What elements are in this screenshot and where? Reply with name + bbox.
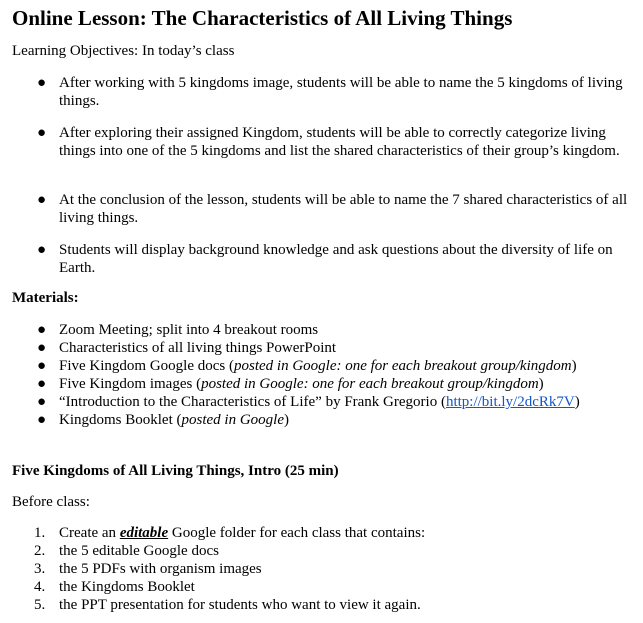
- objectives-label: Learning Objectives: In today’s class: [12, 43, 235, 59]
- materials-item-text: Five Kingdom images (: [59, 376, 202, 392]
- materials-item: [59, 393, 580, 411]
- bullet-icon: ●: [37, 340, 47, 356]
- bullet-icon: ●: [37, 358, 47, 374]
- before-class-label: Before class:: [12, 494, 90, 510]
- materials-item: [59, 357, 577, 375]
- step-item: the 5 PDFs with organism images: [59, 561, 262, 577]
- bullet-icon: ●: [37, 412, 47, 428]
- step-emphasis: editable: [119, 525, 169, 541]
- materials-item-text: ): [571, 358, 577, 374]
- materials-item: [59, 375, 544, 393]
- step-item: the 5 editable Google docs: [59, 543, 219, 559]
- step-text: Google folder for each class that contains:: [168, 525, 426, 541]
- step-number: 5.: [34, 597, 46, 613]
- step-text: Create an: [59, 525, 120, 541]
- step-number: 1.: [34, 525, 46, 541]
- materials-item-text: ): [574, 394, 580, 410]
- step-item: the Kingdoms Booklet: [59, 579, 195, 595]
- step-item: [59, 524, 425, 542]
- bullet-icon: ●: [37, 242, 47, 258]
- section-heading: Five Kingdoms of All Living Things, Intro (25 min): [12, 463, 339, 479]
- video-link[interactable]: http://bit.ly/2dcRk7V: [445, 394, 575, 410]
- page-title: Online Lesson: The Characteristics of All Living Things: [12, 6, 513, 30]
- materials-item-note: posted in Google: [181, 412, 284, 428]
- materials-item-text: ): [284, 412, 289, 428]
- step-number: 4.: [34, 579, 46, 595]
- step-number: 2.: [34, 543, 46, 559]
- bullet-icon: ●: [37, 125, 47, 141]
- bullet-icon: ●: [37, 394, 47, 410]
- materials-heading: Materials:: [12, 290, 79, 306]
- materials-item: Zoom Meeting; split into 4 breakout rooms: [59, 322, 319, 338]
- step-number: 3.: [34, 561, 46, 577]
- bullet-icon: ●: [37, 322, 47, 338]
- bullet-icon: ●: [37, 192, 47, 208]
- objective-item: After exploring their assigned Kingdom, students will be able to correctly categorize living things into one of the 5 kingdoms and list the shared characteristics of their group’s kingdom.: [59, 125, 620, 159]
- bullet-icon: ●: [37, 376, 47, 392]
- materials-item-note: posted in Google: one for each breakout group/kingdom: [201, 376, 539, 392]
- materials-item: Characteristics of all living things PowerPoint: [59, 340, 337, 356]
- materials-item-text: “Introduction to the Characteristics of Life” by Frank Gregorio (: [59, 394, 446, 410]
- objective-item: At the conclusion of the lesson, students will be able to name the 7 shared characteristics of all living things.: [59, 192, 628, 226]
- bullet-icon: ●: [37, 75, 47, 91]
- objective-item: After working with 5 kingdoms image, students will be able to name the 5 kingdoms of living things.: [59, 75, 623, 109]
- objective-item: Students will display background knowledge and ask questions about the diversity of life on Earth.: [59, 242, 613, 276]
- materials-item-text: Five Kingdom Google docs (: [59, 358, 234, 374]
- materials-item-text: Kingdoms Booklet (: [59, 412, 182, 428]
- materials-item-text: ): [538, 376, 544, 392]
- step-item: the PPT presentation for students who want to view it again.: [59, 597, 421, 613]
- materials-item: [59, 411, 289, 429]
- materials-item-note: posted in Google: one for each breakout group/kingdom: [233, 358, 572, 374]
